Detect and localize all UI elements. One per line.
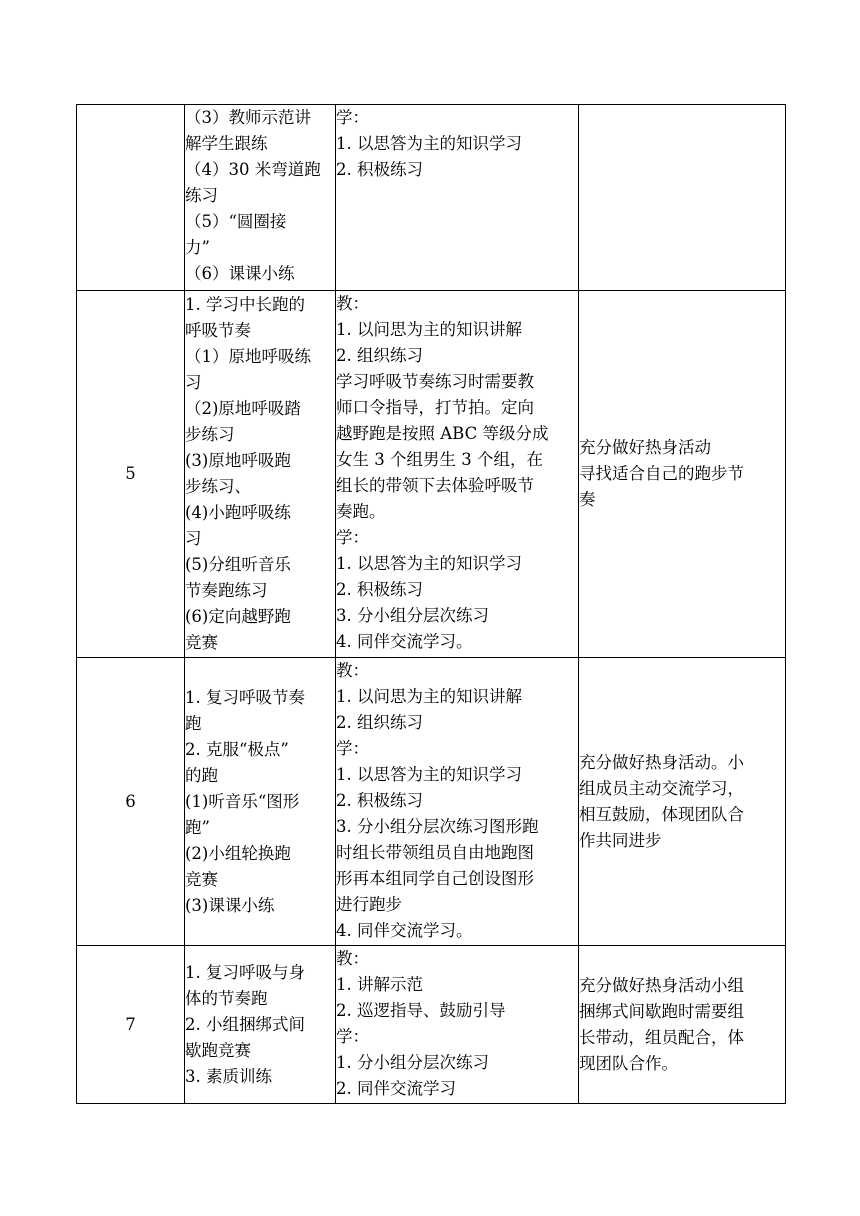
content-line: 竞赛 [185,869,218,889]
methods-line: 4. 同伴交流学习。 [336,921,473,940]
content-line: (2)小组轮换跑 [185,843,291,863]
content-line: 习 [185,373,202,392]
content-line: (3)课课小练 [185,895,275,915]
methods-line: 1. 分小组分层次练习 [336,1053,489,1072]
content-line: 习 [185,529,202,548]
notes-line: 充分做好热身活动小组 [579,975,744,995]
lesson-number-cell [77,105,185,291]
methods-line: 2. 积极练习 [336,791,423,810]
methods-line: 师口令指导，打节拍。定向 [336,398,534,417]
content-line: 的跑 [185,765,218,785]
content-line: 力” [185,238,210,257]
content-line: （6）课课小练 [185,264,295,283]
notes-line: 奏 [579,490,596,509]
methods-line: 2. 积极练习 [336,580,423,599]
notes-line: 寻找适合自己的跑步节 [579,464,744,483]
methods-line: 学： [336,1027,369,1046]
methods-line: 1. 以思答为主的知识学习 [336,134,522,153]
content-line: 3. 素质训练 [185,1066,272,1086]
methods-line: 1. 以思答为主的知识学习 [336,765,522,784]
content-line: 2. 小组捆绑式间 [185,1014,305,1034]
content-cell [185,658,336,946]
table-row [77,658,786,946]
methods-line: 教： [336,949,369,968]
methods-line: 教： [336,294,369,313]
content-line: 跑 [185,713,202,733]
notes-cell [579,946,786,1104]
content-line: (3)原地呼吸跑 [185,451,291,470]
content-line: （2)原地呼吸踏 [185,399,301,418]
content-line: (1)听音乐“图形 [185,791,300,811]
notes-cell [579,105,786,291]
content-line: 歇跑竞赛 [185,1040,251,1060]
content-line: 体的节奏跑 [185,988,268,1008]
methods-line: 2. 巡逻指导、鼓励引导 [336,1001,506,1020]
notes-line: 组成员主动交流学习， [579,778,744,798]
content-line: (4)小跑呼吸练 [185,503,291,522]
notes-line: 长带动，组员配合，体 [579,1027,744,1047]
content-line: （4）30 米弯道跑 [185,160,321,179]
notes-line: 捆绑式间歇跑时需要组 [579,1001,744,1021]
methods-cell [336,105,579,291]
methods-line: 2. 积极练习 [336,160,423,179]
content-line: 1. 复习呼吸与身 [185,962,305,982]
content-line: 1. 学习中长跑的 [185,295,305,314]
content-line: 解学生跟练 [185,134,268,153]
methods-line: 组长的带领下去体验呼吸节 [336,476,534,495]
methods-line: 学习呼吸节奏练习时需要教 [336,372,534,391]
methods-line: 学： [336,739,369,758]
table-row [77,291,786,658]
methods-line: 学： [336,528,369,547]
methods-line: 奏跑。 [336,502,386,521]
methods-line: 1. 以问思为主的知识讲解 [336,687,522,706]
notes-cell [579,291,786,658]
methods-line: 2. 同伴交流学习 [336,1079,456,1098]
content-line: 节奏跑练习 [185,581,268,600]
content-line: 1. 复习呼吸节奏 [185,687,305,707]
table-row [77,105,786,291]
lesson-plan-table [76,104,786,1104]
content-line: 竞赛 [185,633,218,652]
lesson-number-cell: 5 [77,291,185,658]
content-cell [185,105,336,291]
lesson-number-cell: 6 [77,658,185,946]
methods-line: 1. 以思答为主的知识学习 [336,554,522,573]
notes-line: 现团队合作。 [579,1053,678,1073]
notes-line: 充分做好热身活动。小 [579,752,744,772]
methods-line: 4. 同伴交流学习。 [336,632,473,651]
content-line: 步练习、 [185,477,251,496]
methods-line: 3. 分小组分层次练习图形跑 [336,817,539,836]
table-row [77,946,786,1104]
content-line: 呼吸节奏 [185,321,251,340]
methods-line: 时组长带领组员自由地跑图 [336,843,534,862]
notes-cell [579,658,786,946]
content-line: （1）原地呼吸练 [185,347,311,366]
methods-cell [336,658,579,946]
methods-line: 1. 讲解示范 [336,975,423,994]
methods-line: 教： [336,661,369,680]
content-cell [185,291,336,658]
content-line: (6)定向越野跑 [185,607,291,626]
content-line: 2. 克服“极点” [185,739,289,759]
notes-line: 相互鼓励，体现团队合 [579,804,744,824]
notes-line: 充分做好热身活动 [579,438,711,457]
content-line: （5）“圆圈接 [185,212,287,231]
methods-cell [336,291,579,658]
methods-line: 2. 组织练习 [336,713,423,732]
methods-line: 2. 组织练习 [336,346,423,365]
methods-line: 形再本组同学自己创设图形 [336,869,534,888]
methods-line: 3. 分小组分层次练习 [336,606,489,625]
methods-cell [336,946,579,1104]
lesson-number-cell: 7 [77,946,185,1104]
content-line: 步练习 [185,425,235,444]
notes-line: 作共同进步 [579,830,662,850]
methods-line: 1. 以问思为主的知识讲解 [336,320,522,339]
content-cell [185,946,336,1104]
content-line: (5)分组听音乐 [185,555,291,574]
methods-line: 学： [336,108,369,127]
methods-line: 进行跑步 [336,895,402,914]
content-line: 跑” [185,817,210,837]
content-line: 练习 [185,186,218,205]
content-line: （3）教师示范讲 [185,108,311,127]
methods-line: 越野跑是按照 ABC 等级分成 [336,424,549,443]
methods-line: 女生 3 个组男生 3 个组，在 [336,450,543,469]
